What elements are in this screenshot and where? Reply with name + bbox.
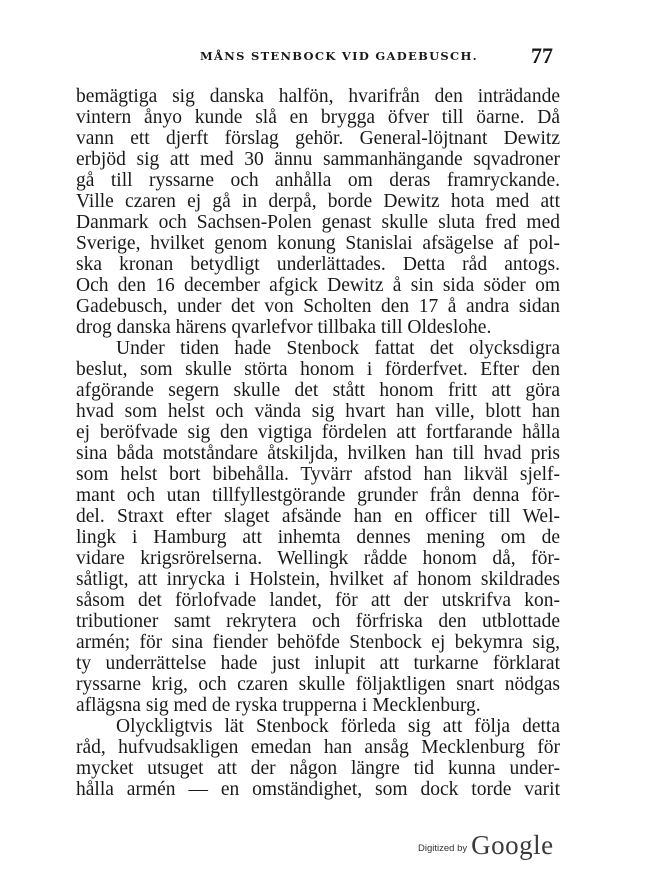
text-line: vann ett djerft förslag gehör. General-löjtnant Dewitz — [76, 128, 560, 149]
text-line: ej beröfvade sig den vigtiga fördelen att fortfarande hålla — [76, 422, 560, 443]
text-line: tributioner samt rekrytera och förfriska den utblottade — [76, 611, 560, 632]
text-line: del. Straxt efter slaget afsände han en officer till Wel- — [76, 506, 560, 527]
text-line: Ville czaren ej gå in derpå, borde Dewitz hota med att — [76, 191, 560, 212]
watermark-prefix: Digitized by — [418, 843, 468, 854]
digitized-by-watermark — [418, 830, 554, 861]
text-line: såsom det förlofvade landet, för att der utskrifva kon- — [76, 590, 560, 611]
text-line: beslut, som skulle störta honom i förderfvet. Efter den — [76, 359, 560, 380]
text-line: ty underrättelse hade just inlupit att turkarne förklarat — [76, 653, 560, 674]
text-line: mycket utsuget att der någon längre tid kunna under- — [76, 758, 560, 779]
paragraph-end-line: aflägsna sig med de ryska trupperna i Mecklenburg. — [76, 695, 481, 716]
text-line: afgörande segern skulle det stått honom fritt att göra — [76, 380, 560, 401]
text-line: armén; för sina fiender behöfde Stenbock ej bekymra sig, — [76, 632, 560, 653]
text-line: Och den 16 december afgick Dewitz å sin sida söder om — [76, 275, 560, 296]
text-line: som helst bort bibehålla. Tyvärr afstod han likväl sjelf- — [76, 464, 560, 485]
text-line: ska kronan betydligt underlättades. Detta råd antogs. — [76, 254, 560, 275]
text-line: hvad som helst och vända sig hvart han ville, blott han — [76, 401, 560, 422]
text-line: Danmark och Sachsen-Polen genast skulle sluta fred med — [76, 212, 560, 233]
text-line: gå till ryssarne och anhålla om deras framryckande. — [76, 170, 560, 191]
page-number: 77 — [531, 43, 553, 68]
google-logo: Google — [471, 830, 554, 860]
text-line: såtligt, att inrycka i Holstein, hvilket af honom skildrades — [76, 569, 560, 590]
text-line: vidare krigsrörelserna. Wellingk rådde honom då, för- — [76, 548, 560, 569]
text-line: mant och utan tillfyllestgörande grunder från denna för- — [76, 485, 560, 506]
body-text — [76, 86, 560, 800]
paragraph-start-line: Olyckligtvis lät Stenbock förleda sig att följa detta — [116, 716, 560, 737]
text-line: erbjöd sig att med 30 ännu sammanhängande sqvadroner — [76, 149, 560, 170]
text-line: ryssarne krig, och czaren skulle följaktligen snart nödgas — [76, 674, 560, 695]
text-line: sina båda motståndare åtskiljda, hvilken han till hvad pris — [76, 443, 560, 464]
text-line: bemägtiga sig danska halfön, hvarifrån den inträdande — [76, 86, 560, 107]
text-line: råd, hufvudsakligen emedan han ansåg Mecklenburg för — [76, 737, 560, 758]
paragraph-end-line: drog danska härens qvarlefvor tillbaka till Oldeslohe. — [76, 317, 492, 338]
text-line: lingk i Hamburg att inhemta dennes mening om de — [76, 527, 560, 548]
text-line: Sverige, hvilket genom konung Stanislai afsägelse af pol- — [76, 233, 560, 254]
text-line: hålla armén — en omständighet, som dock torde varit — [76, 779, 560, 800]
paragraph-start-line: Under tiden hade Stenbock fattat det olycksdigra — [116, 338, 560, 359]
text-line: Gadebusch, under det von Scholten den 17 å andra sidan — [76, 296, 560, 317]
text-line: vintern ånyo kunde slå en brygga öfver till öarne. Då — [76, 107, 560, 128]
running-title: MÅNS STENBOCK VID GADEBUSCH. — [200, 49, 478, 63]
